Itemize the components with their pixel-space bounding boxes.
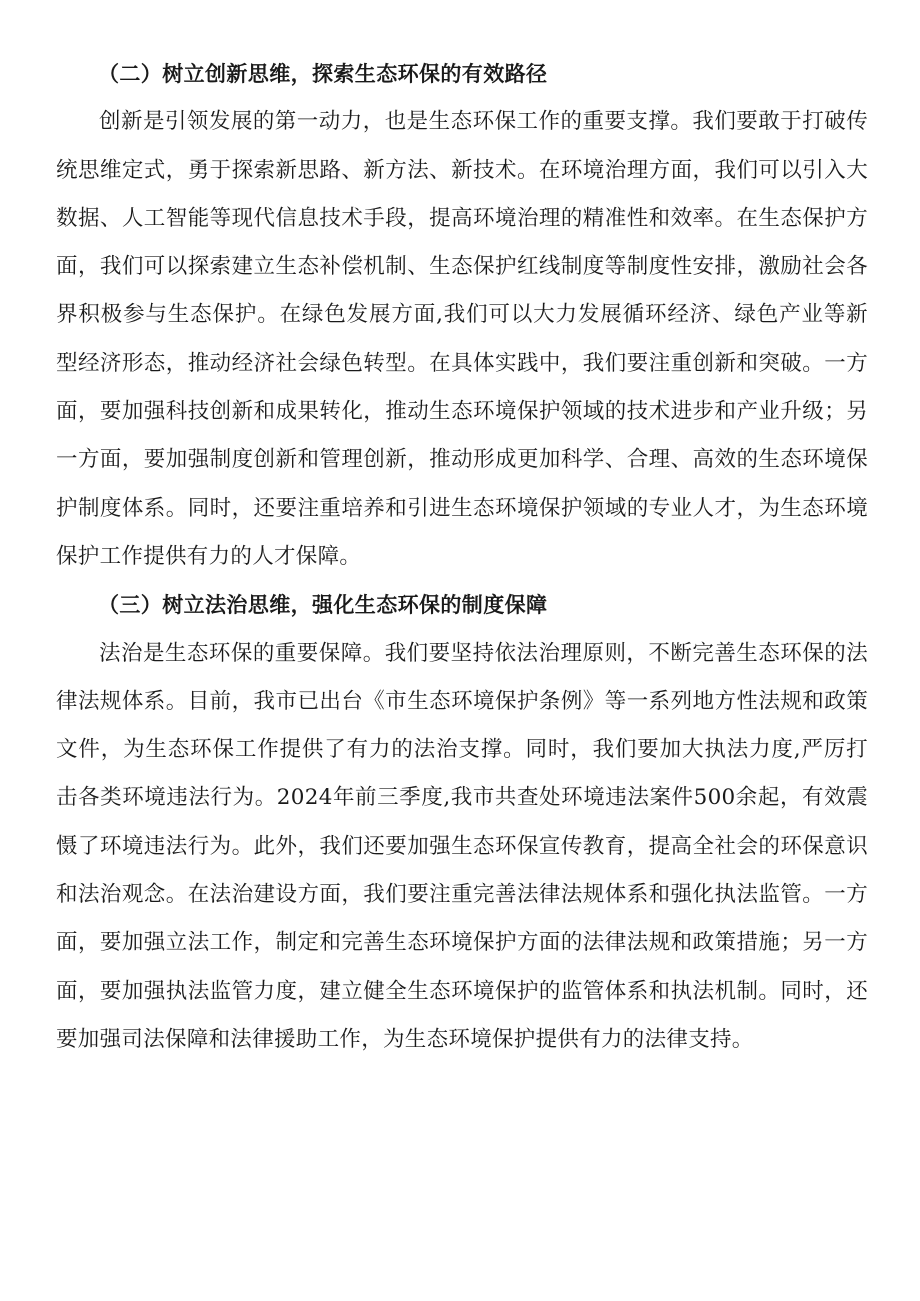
section-paragraph-rule-of-law: 法治是生态环保的重要保障。我们要坚持依法治理原则，不断完善生态环保的法律法规体系。目前，我市已出台《市生态环境保护条例》等一系列地方性法规和政策文件，为生态环保工作提供了有力的法治支撑。同时，我们要加大执法力度,严厉打击各类环境违法行为。2024年前三季度,我市共查处环境违法案件500余起，有效震慑了环境违法行为。此外，我们还要加强生态环保宣传教育，提高全社会的环保意识和法治观念。在法治建设方面，我们要注重完善法律法规体系和强化执法监管。一方面，要加强立法工作，制定和完善生态环境保护方面的法律法规和政策措施；另一方面，要加强执法监管力度，建立健全生态环境保护的监管体系和执法机制。同时，还要加强司法保障和法律援助工作，为生态环境保护提供有力的法律支持。 xyxy=(56,640,868,1052)
section-heading-rule-of-law: （三）树立法治思维，强化生态环保的制度保障 xyxy=(98,593,548,618)
document-body xyxy=(56,50,868,1064)
section-heading-innovation: （二）树立创新思维，探索生态环保的有效路径 xyxy=(98,62,548,86)
section-paragraph-innovation: 创新是引领发展的第一动力，也是生态环保工作的重要支撑。我们要敢于打破传统思维定式，勇于探索新思路、新方法、新技术。在环境治理方面，我们可以引入大数据、人工智能等现代信息技术手段，提高环境治理的精准性和效率。在生态保护方面，我们可以探索建立生态补偿机制、生态保护红线制度等制度性安排，激励社会各界积极参与生态保护。在绿色发展方面,我们可以大力发展循环经济、绿色产业等新型经济形态，推动经济社会绿色转型。在具体实践中，我们要注重创新和突破。一方面，要加强科技创新和成果转化，推动生态环境保护领域的技术进步和产业升级；另一方面，要加强制度创新和管理创新，推动形成更加科学、合理、高效的生态环境保护制度体系。同时，还要注重培养和引进生态环境保护领域的专业人才，为生态环境保护工作提供有力的人才保障。 xyxy=(56,109,868,569)
